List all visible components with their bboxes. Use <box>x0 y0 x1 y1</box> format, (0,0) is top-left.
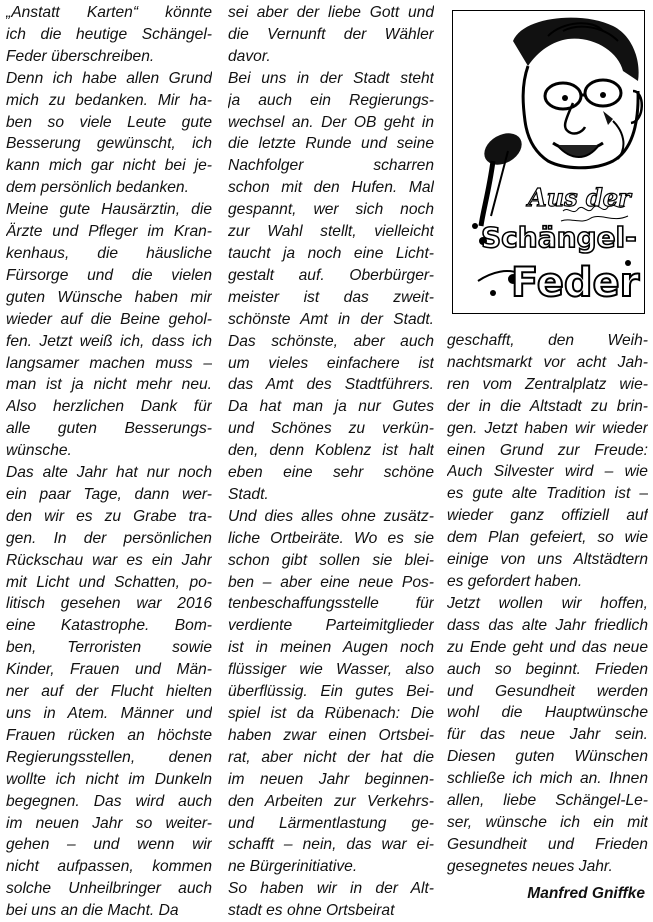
text-line: gen. In der persönlichen <box>6 529 212 547</box>
cartoon-title-line-2: Schängel- <box>481 221 637 254</box>
text-line: der in die Altstadt zu brin- <box>447 397 648 415</box>
text-line: dass das alte Jahr friedlich <box>447 616 648 634</box>
text-line: gestalt auf. Oberbürger- <box>228 266 434 284</box>
text-line: und Schönes zu verkün- <box>228 420 434 438</box>
text-line: Kinder, Frauen und Män- <box>6 661 212 679</box>
text-line: ne Bürgerinitiative. <box>228 858 358 876</box>
text-line: ja auch ein Regierungs- <box>228 91 434 109</box>
text-line: ich die heutige Schängel- <box>6 25 212 43</box>
text-line: bei uns an die Macht. Da <box>6 902 179 920</box>
text-line: allen, liebe Schängel-Le- <box>447 792 648 810</box>
text-line: schon gibt sollen sie blei- <box>228 551 434 569</box>
text-line: um vieles einfachere ist <box>228 354 434 372</box>
column-1 <box>6 2 212 922</box>
text-line: tenbeschaffungsstelle für <box>228 595 434 613</box>
text-line: es gefordert haben. <box>447 572 583 590</box>
text-line: Also herzlichen Dank für <box>6 398 212 416</box>
text-line: meister ist das zweit- <box>228 288 434 306</box>
text-line: „Anstatt Karten“ könnte <box>6 4 212 21</box>
text-line: für das neue Jahr sein. <box>447 726 648 744</box>
text-line: guten Wünsche haben mir <box>6 288 212 306</box>
text-line: eine Katastrophe. Bom- <box>6 617 212 635</box>
text-line: verdiente Parteimitglieder <box>228 617 434 635</box>
text-line: und Gesundheit werden <box>447 682 648 700</box>
text-line: wechsel an. Der OB geht in <box>228 113 434 131</box>
text-line: taucht ja noch eine Licht- <box>228 244 434 262</box>
text-line: die Vernunft der Wähler <box>228 25 434 43</box>
text-line: Besserung gewünscht, ich <box>6 135 212 153</box>
text-line: dem persönlich bedanken. <box>6 179 189 197</box>
text-line: stadt es ohne Ortsbeirat <box>228 902 395 920</box>
text-line: schließe ich mich an. Ihnen <box>447 770 648 788</box>
cartoon-title-line-1: Aus der <box>528 183 631 212</box>
text-line: ist in meinen Augen noch <box>228 639 434 657</box>
text-line: litisch gesehen war 2016 <box>6 595 212 613</box>
text-line: mich zu bedanken. Mir ha- <box>6 91 212 109</box>
text-line: uns in Atem. Männer und <box>6 705 212 722</box>
text-line: ner auf der Flucht hielten <box>6 683 212 701</box>
text-line: gespannt, wer sich noch <box>228 201 434 219</box>
text-line: einige von uns Altstädtern <box>447 551 648 569</box>
text-line: schafft – nein, das war ei- <box>228 836 434 854</box>
text-line: spiel ist da Rübenach: Die <box>228 705 434 722</box>
text-line: und Lärmentlastung ge- <box>228 814 434 832</box>
text-line: eben eine sehr schöne <box>228 464 434 482</box>
text-line: solche Unheilbringer auch <box>6 880 212 898</box>
text-line: ein paar Tage, dann wer- <box>6 485 212 503</box>
column-2 <box>228 2 434 922</box>
text-line: die letzte Runde und seine <box>228 135 434 153</box>
column-3 <box>447 330 648 878</box>
cartoon-logo <box>452 10 645 314</box>
text-line: begegnen. Das wird auch <box>6 792 212 810</box>
text-line: man ist ja nicht mehr neu. <box>6 376 212 394</box>
text-line: ser, wünsche ich ein mit <box>447 813 648 831</box>
text-line: gen. Jetzt haben wir wieder <box>447 419 648 437</box>
text-line: zu Ende geht und das neue <box>447 638 648 656</box>
cartoon-drawing <box>453 11 644 313</box>
text-line: ren vom Zentralplatz wie- <box>447 375 648 393</box>
text-line: schönste Amt in der Stadt. <box>228 310 434 328</box>
text-line: So haben wir in der Alt- <box>228 880 434 898</box>
text-line: den, denn Koblenz ist halt <box>228 442 434 460</box>
text-line: Jetzt wollen wir hoffen, <box>447 594 648 612</box>
text-line: das Amt des Stadtführers. <box>228 376 434 394</box>
text-line: kann mich gar nicht bei je- <box>6 157 212 175</box>
text-line: schon mit den Hufen. Mal <box>228 179 434 197</box>
text-line: sei aber der liebe Gott und <box>228 4 434 21</box>
text-line: liche Ortbeiräte. Wo es sie <box>228 529 434 547</box>
text-line: rat, aber nicht der hat die <box>228 748 434 766</box>
text-line: mit Licht und Schatten, po- <box>6 573 212 591</box>
text-line: auch so beginnt. Frieden <box>447 660 648 678</box>
text-line: geschafft, den Weih- <box>447 332 648 349</box>
text-line: zur Wahl stellt, vielleicht <box>228 223 434 241</box>
text-line: flüssiger wie Wasser, also <box>228 661 434 679</box>
text-line: Das alte Jahr hat nur noch <box>6 464 212 482</box>
text-line: im neuen Jahr beginnen- <box>228 770 434 788</box>
text-line: Nachfolger scharren <box>228 157 434 175</box>
text-line: Frauen rücken an höchste <box>6 726 212 744</box>
text-line: langsamer machen muss – <box>6 354 212 372</box>
text-line: einen Grund zur Freude: <box>447 441 648 459</box>
text-line: wieder ganz offiziell auf <box>447 507 648 525</box>
text-line: dem Plan gefeiert, so wie <box>447 529 648 547</box>
text-line: gehen – und wenn wir <box>6 836 212 854</box>
text-line: Das schönste, aber auch <box>228 332 434 350</box>
text-line: ben – aber eine neue Pos- <box>228 573 434 591</box>
text-line: haben zwar einen Ortsbei- <box>228 726 434 744</box>
text-line: Regierungsstellen, denen <box>6 748 212 766</box>
text-line: fen. Jetzt weiß ich, dass ich <box>6 332 212 350</box>
text-line: im neuen Jahr so weiter- <box>6 814 212 832</box>
text-line: Da hat man ja nur Gutes <box>228 398 434 416</box>
text-line: gesegnetes neues Jahr. <box>447 857 613 875</box>
text-line: ben, Terroristen sowie <box>6 639 212 657</box>
text-line: Denn ich habe allen Grund <box>6 69 212 87</box>
text-line: davor. <box>228 47 271 65</box>
text-line: Und dies alles ohne zusätz- <box>228 507 434 525</box>
text-line: ben so viele Leute gute <box>6 113 212 131</box>
text-line: alle guten Besserungs- <box>6 420 212 438</box>
text-line: Ärzte und Pfleger im Kran- <box>6 223 212 241</box>
text-line: wohl die Hauptwünsche <box>447 704 648 722</box>
author-name: Manfred Gniffke <box>527 885 645 902</box>
text-line: wollte ich nicht im Dunkeln <box>6 770 212 788</box>
text-line: Diesen guten Wünschen <box>447 748 648 766</box>
text-line: Fürsorge und die vielen <box>6 266 212 284</box>
text-line: wünsche. <box>6 442 72 460</box>
cartoon-title-line-3: Feder <box>511 260 640 306</box>
text-line: den Arbeiten zur Verkehrs- <box>228 792 434 810</box>
text-line: Gesundheit und Frieden <box>447 835 648 853</box>
text-line: wieder auf die Beine gehol- <box>6 310 212 328</box>
text-line: kenhaus, die häusliche <box>6 244 212 262</box>
text-line: es gute alte Tradition ist – <box>447 485 648 503</box>
text-line: Feder überschreiben. <box>6 47 155 65</box>
text-line: nicht aufpassen, kommen <box>6 858 212 876</box>
text-line: Stadt. <box>228 485 269 503</box>
text-line: Auch Silvester wird – wie <box>447 463 648 481</box>
text-line: überflüssig. Ein gutes Bei- <box>228 683 434 701</box>
text-line: Rückschau war es ein Jahr <box>6 551 212 569</box>
text-line: den wir es zu Grabe tra- <box>6 507 212 525</box>
text-line: Meine gute Hausärztin, die <box>6 201 212 219</box>
text-line: Bei uns in der Stadt steht <box>228 69 434 87</box>
text-line: nachtsmarkt vor acht Jah- <box>447 353 648 371</box>
